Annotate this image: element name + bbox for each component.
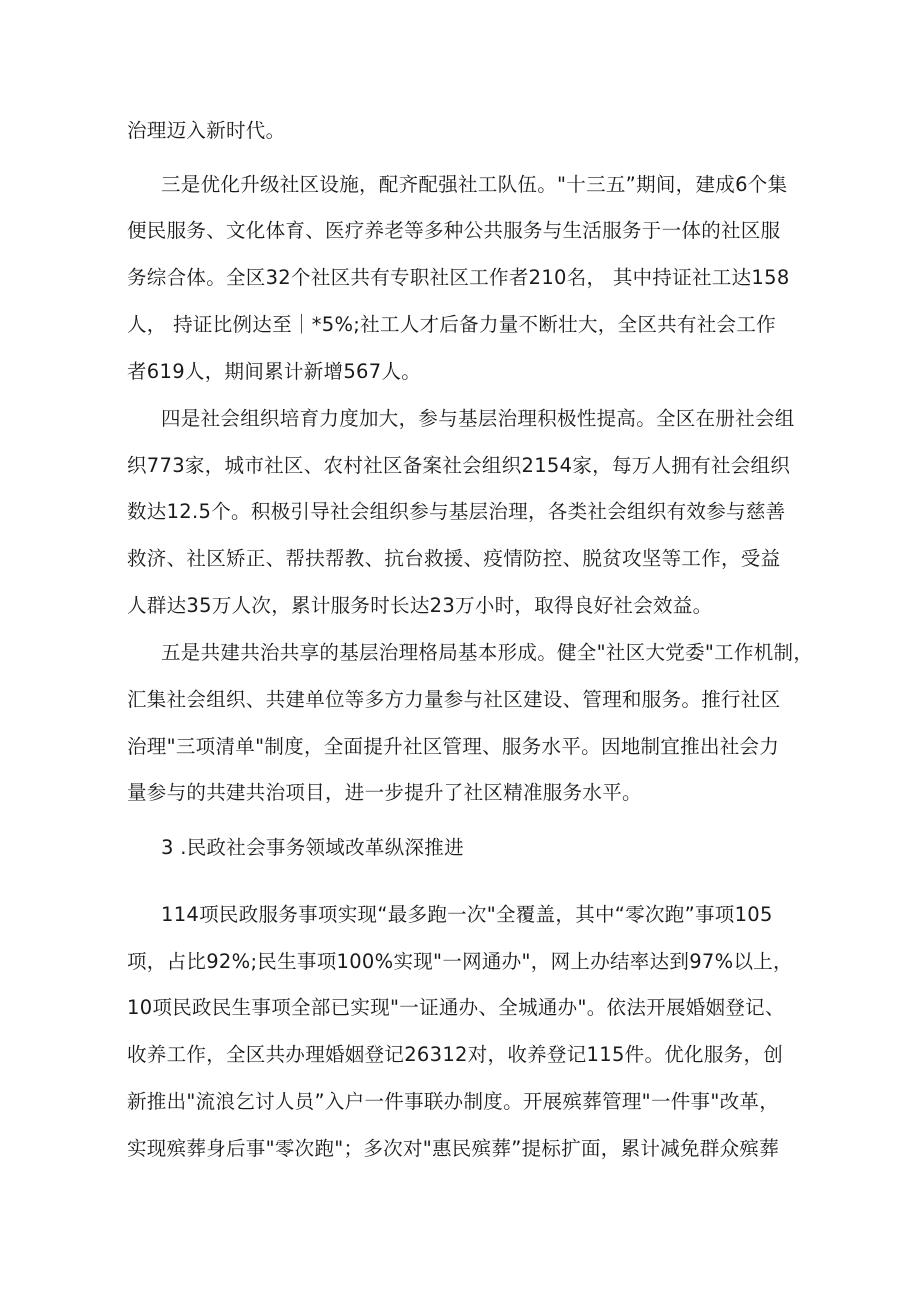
text-line: 新推出"流浪乞讨人员”入户一件事联办制度。开展殡葬管理"一件事"改革， [127, 1090, 780, 1113]
paragraph-five-first-line: 五是共建共治共享的基层治理格局基本形成。健全"社区大党委"工作机制， [161, 641, 814, 664]
text-line: 数达12.5个。积极引导社会组织参与基层治理，各类社会组织有效参与慈善 [127, 500, 786, 523]
text-line: 救济、社区矫正、帮扶帮教、抗台救援、疫情防控、脱贫攻坚等工作，受益 [127, 547, 781, 570]
paragraph-four-first-line: 四是社会组织培育力度加大，参与基层治理积极性提高。全区在册社会组 [161, 407, 795, 430]
text-line: 者619人，期间累计新增567人。 [127, 360, 422, 383]
text-line: 10项民政民生事项全部已实现"一证通办、全城通办"。依法开展婚姻登记、 [127, 996, 785, 1019]
text-line: 汇集社会组织、共建单位等多方力量参与社区建设、管理和服务。推行社区 [127, 688, 781, 711]
text-line: 项，占比92%;民生事项100%实现"一网通办"，网上办结率达到97%以上， [127, 950, 793, 973]
text-line: 量参与的共建共治项目，进一步提升了社区精准服务水平。 [127, 781, 642, 804]
text-line: 人， 持证比例达至｜*5%;社工人才后备力量不断壮大，全区共有社会工作 [127, 313, 776, 336]
text-line: 收养工作，全区共办理婚姻登记26312对，收养登记115件。优化服务，创 [127, 1043, 784, 1066]
text-line: 治理"三项清单"制度，全面提升社区管理、服务水平。因地制宜推出社会力 [127, 735, 780, 758]
text-line: 实现殡葬身后事"零次跑"；多次对"惠民殡葬”提标扩面，累计减免群众殡葬 [127, 1137, 780, 1160]
text-line: 织773家，城市社区、农村社区备案社会组织2154家，每万人拥有社会组织 [127, 454, 791, 477]
section-heading: 3 .民政社会事务领域改革纵深推进 [161, 836, 464, 859]
paragraph-three-first-line: 三是优化升级社区设施，配齐配强社工队伍。"十三五”期间，建成6个集 [161, 173, 788, 196]
paragraph-section-first-line: 114项民政服务事项实现“最多跑一次"全覆盖，其中“零次跑”事项105 [161, 903, 773, 926]
text-line: 人群达35万人次，累计服务时长达23万小时，取得良好社会效益。 [127, 594, 713, 617]
text-line: 治理迈入新时代。 [127, 119, 286, 142]
text-line: 便民服务、文化体育、医疗养老等多种公共服务与生活服务于一体的社区服 [127, 219, 781, 242]
text-line: 务综合体。全区32个社区共有专职社区工作者210名， 其中持证社工达158 [127, 266, 790, 289]
